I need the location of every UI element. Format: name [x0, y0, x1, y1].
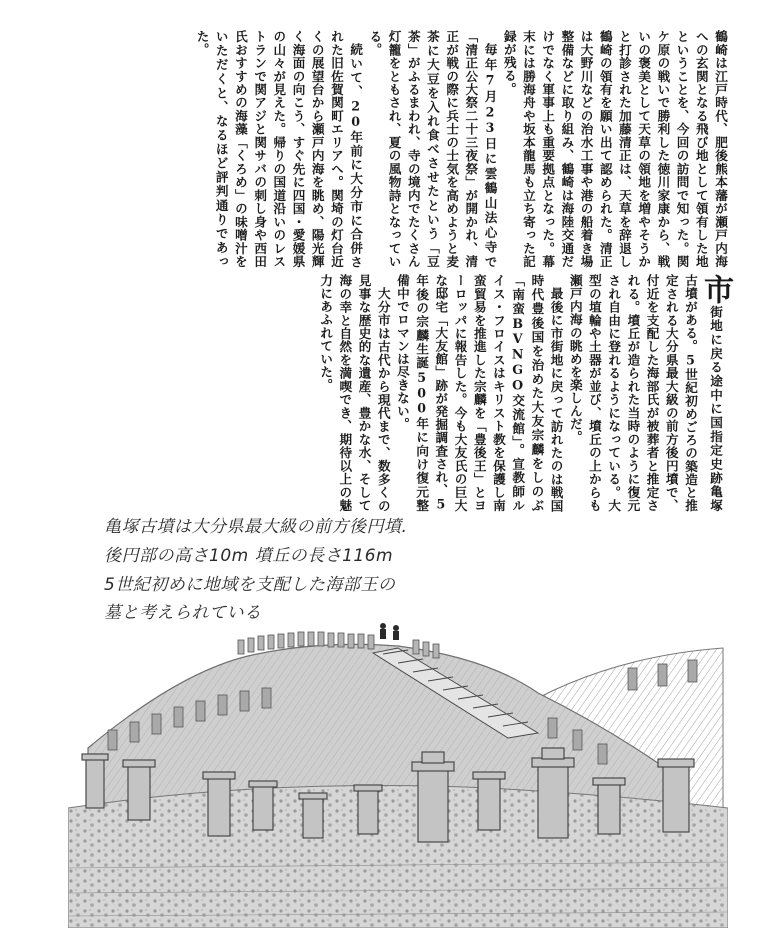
article-upper-tier [40, 30, 730, 268]
caption-line: 後円部の高さ10m 墳丘の長さ116m [104, 546, 394, 566]
paragraph: 最後に市街地に戻って訪れたのは戦国時代豊後国を治めた大友宗麟をしのぶ「南蛮BVNGO交流館」。宣教師ルイス・フロイスはキリスト教を保護し南蛮貿易を推進した宗麟を「豊後王」とヨーロッパに報告した。今も大友氏の巨大な邸宅「大友館」跡が発掘調査され、5年後の宗麟生誕500年に向け復元整備中でロマンは尽きない。 [394, 274, 564, 512]
article-lower-tier [40, 274, 733, 512]
paragraph: 毎年7月23日に雲鶴山法心寺で「清正公大祭二十三夜祭」が開かれ、清正が戦の際に兵士の士気を高めようと麦茶に大豆を入れ食べさせたという「豆茶」がふるまわれ、寺の境内でたくさん灯籠をともされ、夏の風物詩となっている。 [367, 30, 498, 268]
paragraph-text: 街地に戻る途中に国指定史跡亀塚古墳がある。5世紀初めごろの築造と推定される大分県最大級の前方後円墳で、付近を支配した海部氏が被葬者と推定される。墳丘が造られた当時のように復元され自由に登れるようになっている。大型の埴輪や土器が並び、墳丘の上からも瀬戸内海の眺めを楽しんだ。 [567, 274, 723, 512]
caption-line: 墓と考えられている [104, 603, 262, 623]
paragraph: 大分市は古代から現代まで、数多くの見事な歴史的な遺産、豊かな水、そして海の幸と自然を満喫でき、期待以上の魅力にあふれていた。 [318, 274, 391, 512]
burial-mound-drawing [68, 508, 728, 928]
paragraph [566, 274, 733, 512]
paragraph: 鶴崎は江戸時代、肥後熊本藩が瀬戸内海への玄関となる飛び地として領有した地ということを、今回の訪問で知った。関ケ原の戦いで勝利した徳川家康から、戦いの褒美として天草の領地を増やそうかと打診された加藤清正は、天草を辞退し鶴崎の領有を願い出て認められた。清正は大野川などの治水工事や港の船着き場整備などに取り組み、鶴崎は海陸交通だけでなく軍事上も重要拠点となった。幕末には勝海舟や坂本龍馬も立ち寄った記録が残る。 [501, 30, 728, 268]
visitor-figures [380, 623, 399, 640]
caption-line: 5世紀初めに地域を支配した海部王の [104, 575, 396, 595]
paragraph: 続いて、20年前に大分市に合併された旧佐賀関町エリアへ。関埼の灯台近くの展望台から瀬戸内海を眺め、陽光輝く海面の向こう、すぐ先に四国・愛媛県の山々が見えた。帰りの国道沿いのレストランで関アジと関サバの刺し身や西田氏おすすめの海藻「くろめ」の味噌汁をいただくと、なるほど評判通りであった。 [194, 30, 364, 268]
kofun-illustration [68, 508, 728, 928]
stone-terrace [68, 786, 728, 929]
drop-cap: 市 [698, 274, 733, 305]
caption-line: 亀塚古墳は大分県最大級の前方後円墳. [104, 517, 408, 537]
article-body [40, 20, 733, 520]
